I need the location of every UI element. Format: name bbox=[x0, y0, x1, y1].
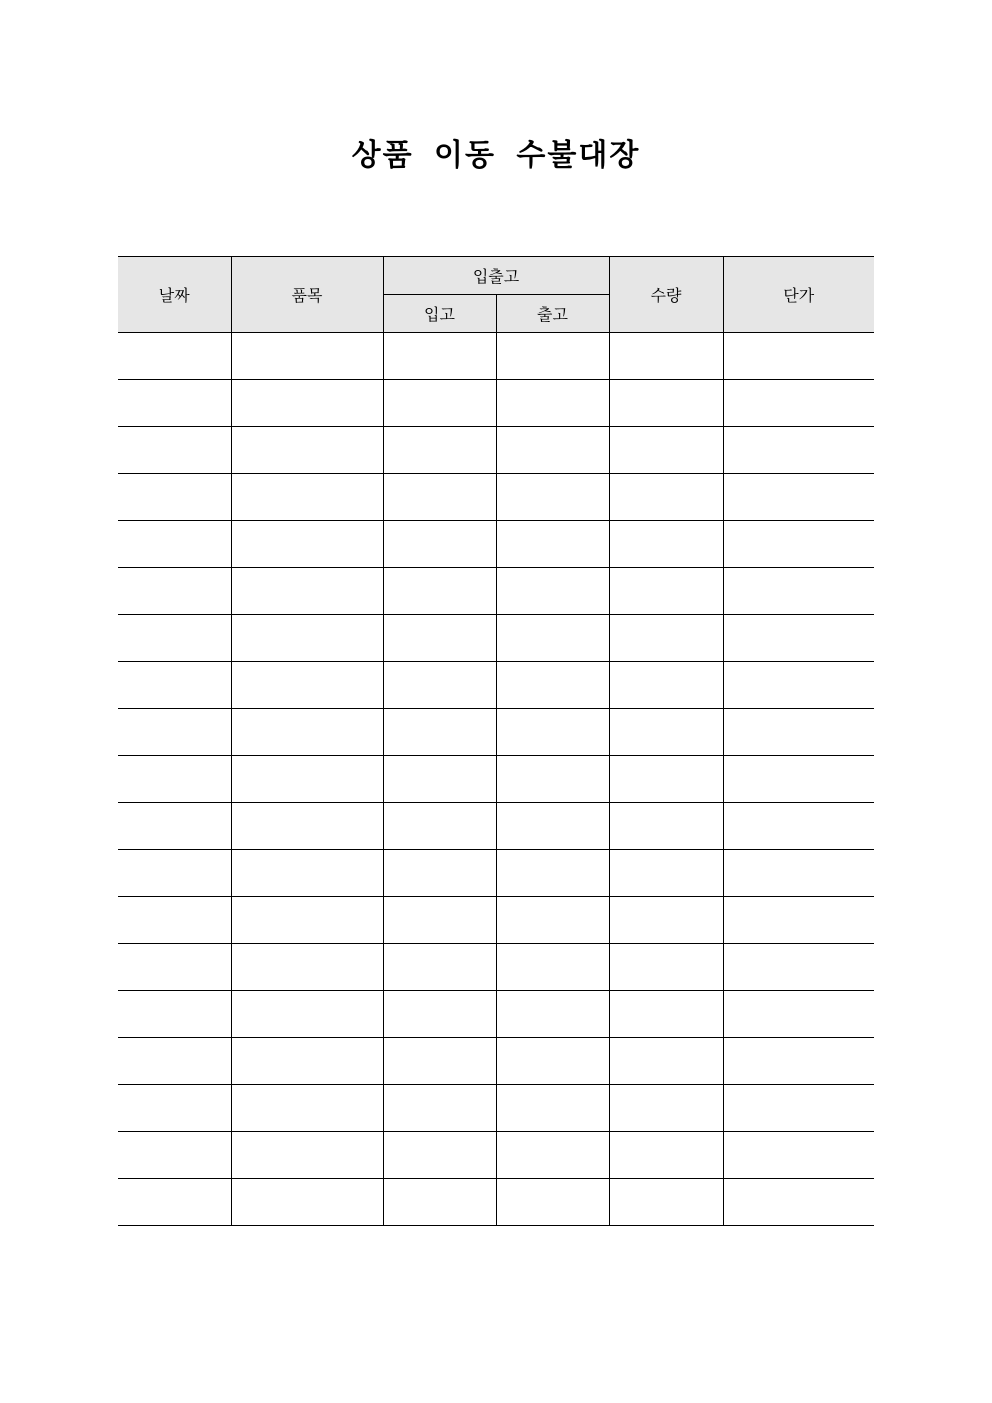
unit-price-cell[interactable] bbox=[723, 662, 874, 709]
out-cell[interactable] bbox=[496, 521, 609, 568]
date-cell[interactable] bbox=[118, 615, 231, 662]
in-cell[interactable] bbox=[383, 897, 496, 944]
date-cell[interactable] bbox=[118, 1179, 231, 1226]
quantity-cell[interactable] bbox=[609, 1085, 723, 1132]
unit-price-cell[interactable] bbox=[723, 1038, 874, 1085]
unit-price-cell[interactable] bbox=[723, 1132, 874, 1179]
quantity-cell[interactable] bbox=[609, 944, 723, 991]
unit-price-cell[interactable] bbox=[723, 380, 874, 427]
header-row bbox=[118, 257, 874, 295]
quantity-cell[interactable] bbox=[609, 709, 723, 756]
quantity-cell[interactable] bbox=[609, 1132, 723, 1179]
date-cell[interactable] bbox=[118, 474, 231, 521]
item-cell[interactable] bbox=[231, 803, 383, 850]
unit-price-cell[interactable] bbox=[723, 897, 874, 944]
item-cell[interactable] bbox=[231, 709, 383, 756]
quantity-cell[interactable] bbox=[609, 380, 723, 427]
quantity-cell[interactable] bbox=[609, 803, 723, 850]
in-cell[interactable] bbox=[383, 1085, 496, 1132]
date-cell[interactable] bbox=[118, 1085, 231, 1132]
out-cell[interactable] bbox=[496, 615, 609, 662]
table-row bbox=[118, 944, 874, 991]
out-cell[interactable] bbox=[496, 897, 609, 944]
header-date: 날짜 bbox=[118, 257, 231, 333]
item-cell[interactable] bbox=[231, 662, 383, 709]
page-title: 상품 이동 수불대장 bbox=[351, 138, 641, 173]
table-row bbox=[118, 803, 874, 850]
out-cell[interactable] bbox=[496, 1179, 609, 1226]
header-quantity: 수량 bbox=[609, 257, 723, 333]
date-cell[interactable] bbox=[118, 850, 231, 897]
table-row bbox=[118, 521, 874, 568]
table-row bbox=[118, 897, 874, 944]
header-in: 입고 bbox=[383, 295, 496, 333]
item-cell[interactable] bbox=[231, 1038, 383, 1085]
date-cell[interactable] bbox=[118, 897, 231, 944]
date-cell[interactable] bbox=[118, 333, 231, 380]
quantity-cell[interactable] bbox=[609, 615, 723, 662]
date-cell[interactable] bbox=[118, 521, 231, 568]
in-cell[interactable] bbox=[383, 474, 496, 521]
in-cell[interactable] bbox=[383, 333, 496, 380]
out-cell[interactable] bbox=[496, 1038, 609, 1085]
quantity-cell[interactable] bbox=[609, 1179, 723, 1226]
date-cell[interactable] bbox=[118, 803, 231, 850]
unit-price-cell[interactable] bbox=[723, 944, 874, 991]
out-cell[interactable] bbox=[496, 1085, 609, 1132]
table-row bbox=[118, 850, 874, 897]
quantity-cell[interactable] bbox=[609, 756, 723, 803]
unit-price-cell[interactable] bbox=[723, 427, 874, 474]
table-row bbox=[118, 333, 874, 380]
in-cell[interactable] bbox=[383, 1132, 496, 1179]
out-cell[interactable] bbox=[496, 709, 609, 756]
table-row bbox=[118, 427, 874, 474]
table-row bbox=[118, 1085, 874, 1132]
date-cell[interactable] bbox=[118, 380, 231, 427]
unit-price-cell[interactable] bbox=[723, 991, 874, 1038]
item-cell[interactable] bbox=[231, 427, 383, 474]
table-row bbox=[118, 662, 874, 709]
item-cell[interactable] bbox=[231, 944, 383, 991]
out-cell[interactable] bbox=[496, 850, 609, 897]
unit-price-cell[interactable] bbox=[723, 615, 874, 662]
item-cell[interactable] bbox=[231, 1179, 383, 1226]
out-cell[interactable] bbox=[496, 568, 609, 615]
in-cell[interactable] bbox=[383, 380, 496, 427]
unit-price-cell[interactable] bbox=[723, 850, 874, 897]
in-cell[interactable] bbox=[383, 944, 496, 991]
item-cell[interactable] bbox=[231, 756, 383, 803]
in-cell[interactable] bbox=[383, 850, 496, 897]
unit-price-cell[interactable] bbox=[723, 1085, 874, 1132]
in-cell[interactable] bbox=[383, 756, 496, 803]
table-row bbox=[118, 380, 874, 427]
out-cell[interactable] bbox=[496, 380, 609, 427]
in-cell[interactable] bbox=[383, 803, 496, 850]
quantity-cell[interactable] bbox=[609, 568, 723, 615]
quantity-cell[interactable] bbox=[609, 897, 723, 944]
unit-price-cell[interactable] bbox=[723, 756, 874, 803]
table-row bbox=[118, 474, 874, 521]
in-cell[interactable] bbox=[383, 521, 496, 568]
item-cell[interactable] bbox=[231, 1132, 383, 1179]
item-cell[interactable] bbox=[231, 380, 383, 427]
out-cell[interactable] bbox=[496, 427, 609, 474]
unit-price-cell[interactable] bbox=[723, 1179, 874, 1226]
in-cell[interactable] bbox=[383, 1038, 496, 1085]
out-cell[interactable] bbox=[496, 991, 609, 1038]
quantity-cell[interactable] bbox=[609, 662, 723, 709]
date-cell[interactable] bbox=[118, 1132, 231, 1179]
in-cell[interactable] bbox=[383, 1179, 496, 1226]
date-cell[interactable] bbox=[118, 991, 231, 1038]
unit-price-cell[interactable] bbox=[723, 803, 874, 850]
item-cell[interactable] bbox=[231, 521, 383, 568]
header-item: 품목 bbox=[231, 257, 383, 333]
item-cell[interactable] bbox=[231, 1085, 383, 1132]
out-cell[interactable] bbox=[496, 944, 609, 991]
out-cell[interactable] bbox=[496, 1132, 609, 1179]
out-cell[interactable] bbox=[496, 662, 609, 709]
date-cell[interactable] bbox=[118, 427, 231, 474]
date-cell[interactable] bbox=[118, 709, 231, 756]
date-cell[interactable] bbox=[118, 568, 231, 615]
quantity-cell[interactable] bbox=[609, 521, 723, 568]
quantity-cell[interactable] bbox=[609, 991, 723, 1038]
header-unit-price: 단가 bbox=[723, 257, 874, 333]
unit-price-cell[interactable] bbox=[723, 333, 874, 380]
out-cell[interactable] bbox=[496, 333, 609, 380]
in-cell[interactable] bbox=[383, 991, 496, 1038]
table-row bbox=[118, 615, 874, 662]
item-cell[interactable] bbox=[231, 568, 383, 615]
in-cell[interactable] bbox=[383, 568, 496, 615]
table-row bbox=[118, 568, 874, 615]
out-cell[interactable] bbox=[496, 756, 609, 803]
item-cell[interactable] bbox=[231, 333, 383, 380]
table-row bbox=[118, 756, 874, 803]
in-cell[interactable] bbox=[383, 662, 496, 709]
item-cell[interactable] bbox=[231, 474, 383, 521]
quantity-cell[interactable] bbox=[609, 1038, 723, 1085]
quantity-cell[interactable] bbox=[609, 333, 723, 380]
out-cell[interactable] bbox=[496, 803, 609, 850]
unit-price-cell[interactable] bbox=[723, 521, 874, 568]
table-row bbox=[118, 1132, 874, 1179]
in-cell[interactable] bbox=[383, 615, 496, 662]
item-cell[interactable] bbox=[231, 850, 383, 897]
ledger-body bbox=[118, 333, 874, 1226]
ledger-table bbox=[118, 256, 874, 1226]
header-in-out-group: 입출고 bbox=[383, 257, 609, 295]
table-row bbox=[118, 991, 874, 1038]
item-cell[interactable] bbox=[231, 615, 383, 662]
item-cell[interactable] bbox=[231, 897, 383, 944]
in-cell[interactable] bbox=[383, 427, 496, 474]
quantity-cell[interactable] bbox=[609, 474, 723, 521]
table-row bbox=[118, 709, 874, 756]
table-row bbox=[118, 1179, 874, 1226]
unit-price-cell[interactable] bbox=[723, 568, 874, 615]
in-cell[interactable] bbox=[383, 709, 496, 756]
unit-price-cell[interactable] bbox=[723, 474, 874, 521]
table-row bbox=[118, 1038, 874, 1085]
out-cell[interactable] bbox=[496, 474, 609, 521]
date-cell[interactable] bbox=[118, 662, 231, 709]
unit-price-cell[interactable] bbox=[723, 709, 874, 756]
quantity-cell[interactable] bbox=[609, 427, 723, 474]
date-cell[interactable] bbox=[118, 756, 231, 803]
item-cell[interactable] bbox=[231, 991, 383, 1038]
quantity-cell[interactable] bbox=[609, 850, 723, 897]
date-cell[interactable] bbox=[118, 944, 231, 991]
date-cell[interactable] bbox=[118, 1038, 231, 1085]
header-out: 출고 bbox=[496, 295, 609, 333]
